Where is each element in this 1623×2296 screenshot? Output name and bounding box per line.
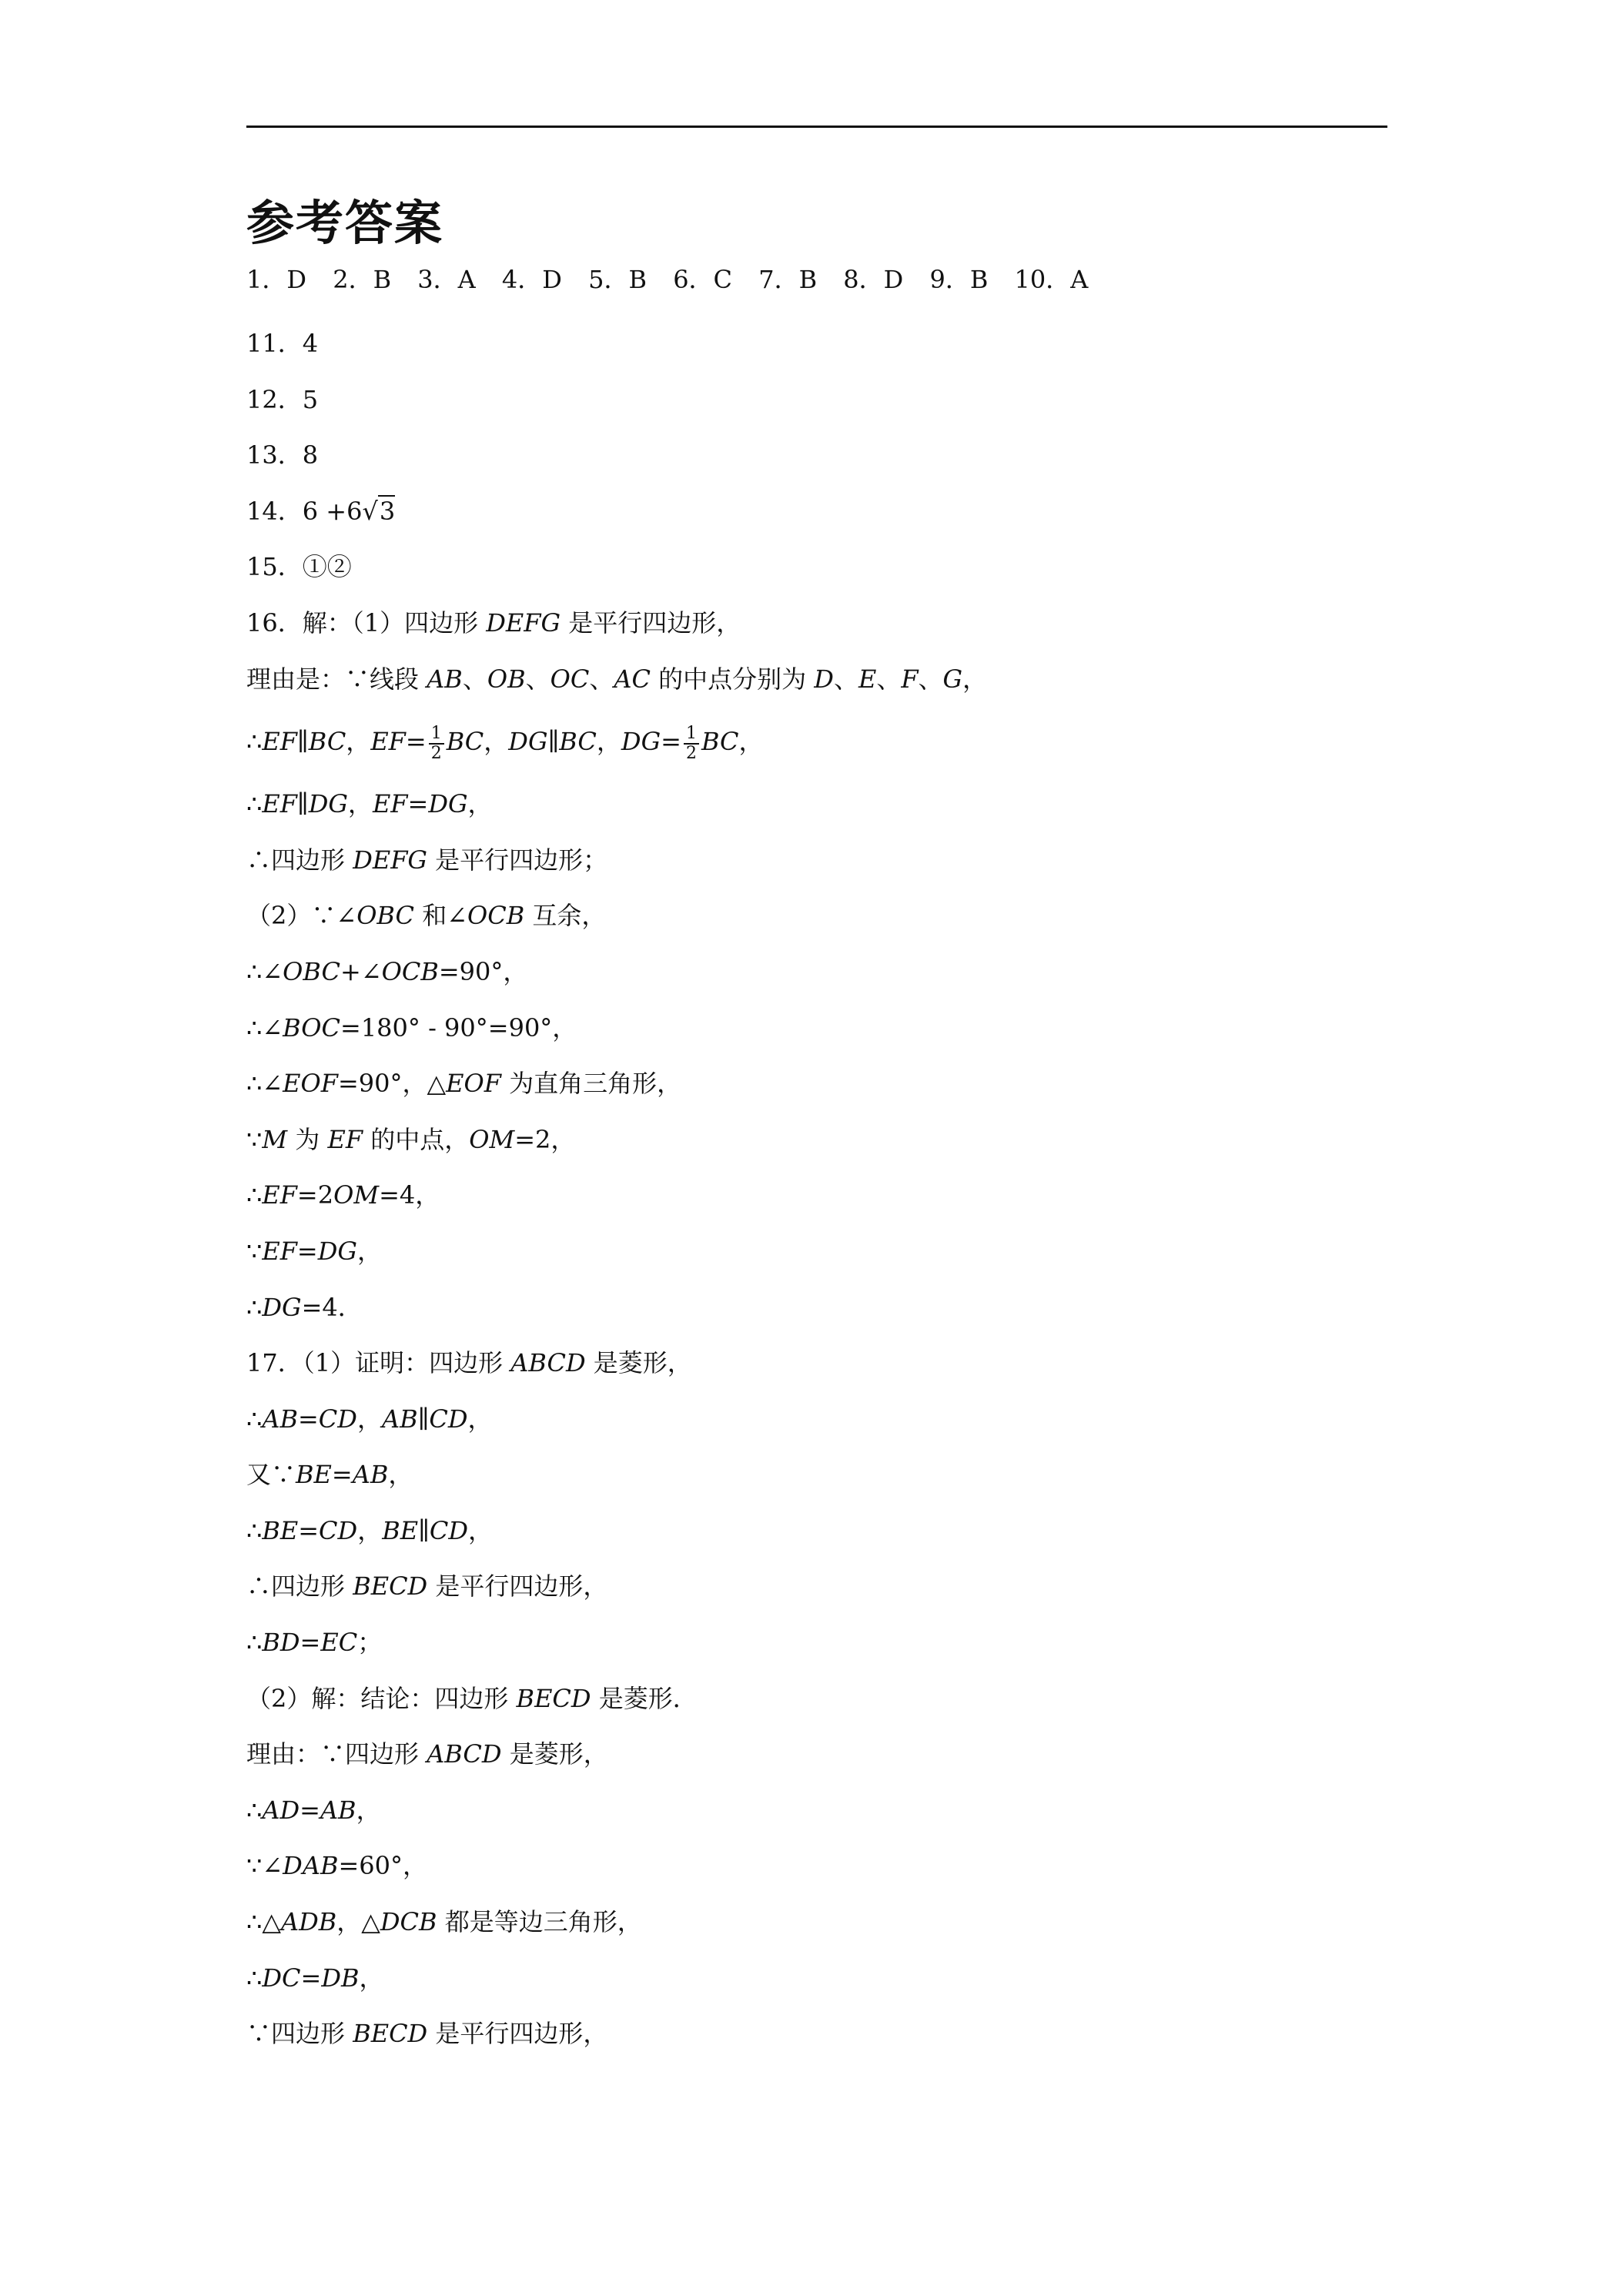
math-symbol: BECD	[353, 1571, 428, 1602]
text-run: 1	[429, 725, 444, 745]
math-symbol: M	[262, 1124, 288, 1154]
math-symbol: DB	[321, 1963, 360, 1993]
math-symbol: AB∥CD	[381, 1404, 468, 1434]
text-run: 为直角三角形，	[500, 1069, 682, 1099]
text-run: ∴	[246, 727, 263, 757]
answer-item: 1．D	[246, 265, 307, 294]
math-symbol: BE	[262, 1515, 299, 1545]
answer-item: 9．B	[929, 265, 989, 294]
q17-line	[246, 1335, 1387, 1391]
text-run: 是菱形．	[591, 1683, 698, 1713]
q16-line	[246, 595, 1387, 651]
answer-item: 8．D	[843, 265, 904, 294]
text-run: ∴∠	[246, 956, 283, 986]
text-run: 、	[918, 664, 943, 694]
text-run: 、	[525, 664, 550, 694]
math-symbol: AB	[262, 1404, 298, 1434]
text-run: ∴	[246, 1292, 263, 1322]
text-run: =	[405, 727, 427, 757]
text-run: ∴	[246, 1404, 263, 1434]
text-run: +∠	[340, 956, 382, 986]
text-run: =	[331, 1460, 353, 1490]
math-symbol: D	[814, 664, 834, 694]
text-run: =	[300, 1628, 321, 1658]
text-run: ，	[484, 727, 509, 757]
math-symbol: OB	[487, 664, 526, 694]
answer-item: 5．B	[588, 265, 648, 294]
answer-q12: 12．5	[246, 384, 319, 414]
q17-line	[246, 1782, 1387, 1839]
text-run: ，	[357, 1515, 383, 1545]
text-run: ，	[356, 1236, 382, 1266]
text-run: （2）解：结论：四边形	[246, 1683, 517, 1713]
answer-item: 7．B	[758, 265, 818, 294]
math-symbol: OBC	[356, 901, 415, 931]
answer-item: 4．D	[501, 265, 562, 294]
math-symbol: CD	[318, 1404, 357, 1434]
text-run: 、	[462, 664, 487, 694]
math-symbol: DCB	[380, 1907, 437, 1937]
q17-line	[246, 1558, 1387, 1615]
q17-line	[246, 1447, 1387, 1503]
text-run: ∴△	[246, 1907, 281, 1937]
text-run: 、	[833, 664, 858, 694]
text-run: =	[298, 1515, 320, 1545]
text-run: 的中点分别为	[650, 664, 815, 694]
math-symbol: DEFG	[486, 607, 561, 638]
math-symbol: OCB	[381, 956, 439, 986]
text-run: 2	[430, 743, 442, 763]
header-rule	[246, 126, 1387, 128]
math-symbol: EF	[327, 1124, 363, 1154]
text-run: ∴	[246, 1515, 263, 1545]
math-symbol: EF	[372, 789, 408, 819]
q17-line	[246, 1894, 1387, 1950]
math-symbol: AB	[320, 1795, 356, 1825]
text-run: ，	[596, 727, 621, 757]
q17-line	[246, 1503, 1387, 1559]
text-run: ，	[388, 1460, 413, 1490]
math-symbol: BECD	[353, 2019, 428, 2049]
q17-line	[246, 2006, 1387, 2062]
math-symbol: DC	[262, 1963, 301, 1993]
text-run: ∵	[246, 1124, 263, 1154]
text-run: ，	[356, 1404, 382, 1434]
math-symbol: AC	[614, 664, 651, 694]
math-symbol: OCB	[467, 901, 525, 931]
text-run: ，	[347, 789, 373, 819]
q16-line	[246, 1112, 1387, 1168]
text-run: ，	[467, 789, 493, 819]
text-run: ，△	[336, 1907, 380, 1937]
text-run: ，	[346, 727, 371, 757]
page-title: 参考答案	[246, 195, 444, 251]
q16-line	[246, 1167, 1387, 1223]
text-run: ，	[356, 1795, 381, 1825]
text-run: 是平行四边形；	[427, 845, 608, 875]
math-symbol: AB	[427, 664, 463, 694]
math-symbol: OM	[333, 1180, 380, 1210]
text-run: ∴	[246, 1963, 263, 1993]
answer-q11: 11．4	[246, 329, 319, 358]
math-symbol: BECD	[516, 1683, 591, 1713]
math-symbol: EC	[320, 1628, 358, 1658]
text-run: ∴	[246, 789, 263, 819]
sqrt-radicand: 3	[379, 496, 396, 526]
math-symbol: DAB	[283, 1851, 339, 1881]
text-run: 和∠	[414, 901, 468, 931]
math-symbol: BE	[296, 1460, 332, 1490]
text-run: 理由：∵四边形	[246, 1739, 427, 1769]
text-run: =2	[296, 1180, 334, 1210]
math-symbol: DG	[262, 1292, 302, 1322]
math-symbol: BC	[446, 727, 484, 757]
text-run: 是平行四边形，	[427, 1571, 608, 1602]
text-run: 都是等边三角形，	[437, 1907, 642, 1937]
q16-line	[246, 707, 1387, 776]
math-symbol: OC	[550, 664, 590, 694]
text-run: =90°，	[438, 956, 528, 986]
math-symbol: DG∥BC	[508, 727, 597, 757]
math-symbol: AB	[352, 1460, 389, 1490]
text-run: ∵四边形	[246, 2019, 353, 2049]
text-run: =60°，	[338, 1851, 427, 1881]
q16-line	[246, 1000, 1387, 1056]
math-symbol: EF∥DG	[262, 789, 348, 819]
text-run: ；	[357, 1628, 383, 1658]
text-run: ，	[467, 1404, 493, 1434]
q17-line	[246, 1726, 1387, 1782]
answer-item: 10．A	[1014, 265, 1089, 294]
text-run: ∴	[246, 1628, 263, 1658]
text-run: =	[300, 1963, 322, 1993]
text-run: =	[661, 727, 681, 757]
q16-line	[246, 1223, 1387, 1280]
math-symbol: OM	[469, 1124, 515, 1154]
text-run: ∵∠	[246, 1851, 283, 1881]
text-run: 、	[876, 664, 902, 694]
math-symbol: BC	[701, 727, 739, 757]
text-run: =90°，△	[337, 1069, 447, 1099]
q17-line	[246, 1950, 1387, 2006]
text-run: 的中点，	[363, 1124, 470, 1154]
text-run: =	[296, 1236, 318, 1266]
text-run: ∵	[246, 1236, 263, 1266]
math-symbol: AD	[262, 1795, 300, 1825]
q16-line	[246, 1056, 1387, 1112]
text-run: =4，	[379, 1180, 440, 1210]
text-run: 16．解：（1）四边形	[246, 607, 487, 638]
fraction	[684, 725, 699, 763]
math-symbol: EF∥BC	[262, 727, 346, 757]
math-symbol: E	[858, 664, 877, 694]
math-symbol: EF	[262, 1236, 297, 1266]
text-run: 理由是：∵线段	[246, 664, 427, 694]
q17-line	[246, 1671, 1387, 1727]
answer-item: 3．A	[417, 265, 476, 294]
answer-q14	[246, 484, 1387, 540]
text-run: 是菱形，	[585, 1348, 692, 1378]
text-run: ，	[962, 664, 988, 694]
math-symbol: DG	[317, 1236, 357, 1266]
q14-number: 14．	[246, 496, 303, 526]
text-run: =	[300, 1795, 320, 1825]
q14-expression: 6 +6	[302, 496, 363, 526]
text-run: 又∵	[246, 1460, 296, 1490]
q17-line	[246, 1391, 1387, 1448]
math-symbol: OBC	[283, 956, 340, 986]
answer-item: 2．B	[333, 265, 392, 294]
text-run: 是菱形，	[501, 1739, 608, 1769]
q16-line	[246, 651, 1387, 708]
text-run: ∴	[246, 1180, 263, 1210]
text-run: 互余，	[524, 901, 607, 931]
text-run: ∴	[246, 1795, 263, 1825]
math-symbol: EF	[370, 727, 406, 757]
math-symbol: BOC	[283, 1012, 340, 1043]
text-run: ∴∠	[246, 1012, 283, 1043]
q16-line	[246, 888, 1387, 944]
q16-line	[246, 1280, 1387, 1336]
q16-line	[246, 944, 1387, 1000]
math-symbol: CD	[319, 1515, 358, 1545]
text-run: =	[407, 789, 429, 819]
text-run: ∴四边形	[246, 1571, 353, 1602]
answer-q13: 13．8	[246, 440, 319, 470]
text-run: 17．（1）证明：四边形	[246, 1348, 511, 1378]
text-run: ，	[738, 727, 764, 757]
math-symbol: DG	[621, 727, 661, 757]
text-run: 为	[287, 1124, 328, 1154]
math-symbol: ADB	[280, 1907, 337, 1937]
math-symbol: ABCD	[510, 1348, 586, 1378]
math-symbol: EOF	[283, 1069, 338, 1099]
math-symbol: EF	[262, 1180, 297, 1210]
math-symbol: DG	[428, 789, 468, 819]
text-run: =4．	[301, 1292, 363, 1322]
q17-line	[246, 1615, 1387, 1671]
text-run: 2	[685, 743, 697, 763]
text-run: ，	[359, 1963, 384, 1993]
text-run: =180° - 90°=90°，	[340, 1012, 577, 1043]
fraction	[429, 725, 444, 763]
math-symbol: BE∥CD	[382, 1515, 468, 1545]
answer-q15: 15．①②	[246, 552, 352, 582]
math-symbol: EOF	[446, 1069, 501, 1099]
text-run: 是平行四边形，	[561, 607, 741, 638]
q17-line	[246, 1838, 1387, 1894]
text-run: =2，	[514, 1124, 576, 1154]
answer-body	[246, 316, 1387, 2062]
math-symbol: ABCD	[427, 1739, 502, 1769]
text-run: 、	[589, 664, 614, 694]
math-symbol: BD	[262, 1628, 300, 1658]
q16-line	[246, 832, 1387, 889]
math-symbol: DEFG	[353, 845, 427, 875]
math-symbol: F	[901, 664, 919, 694]
text-run: （2）∵∠	[246, 901, 357, 931]
text-run: =	[297, 1404, 319, 1434]
answer-item: 6．C	[673, 265, 733, 294]
text-run: ，	[468, 1515, 494, 1545]
sqrt-symbol: √	[362, 496, 378, 526]
text-run: 1	[684, 725, 699, 745]
text-run: 是平行四边形，	[427, 2019, 608, 2049]
multiple-choice-answers	[246, 262, 1387, 297]
q16-line	[246, 776, 1387, 832]
math-symbol: G	[942, 664, 963, 694]
text-run: ∴∠	[246, 1069, 283, 1099]
text-run: ∴四边形	[246, 845, 353, 875]
